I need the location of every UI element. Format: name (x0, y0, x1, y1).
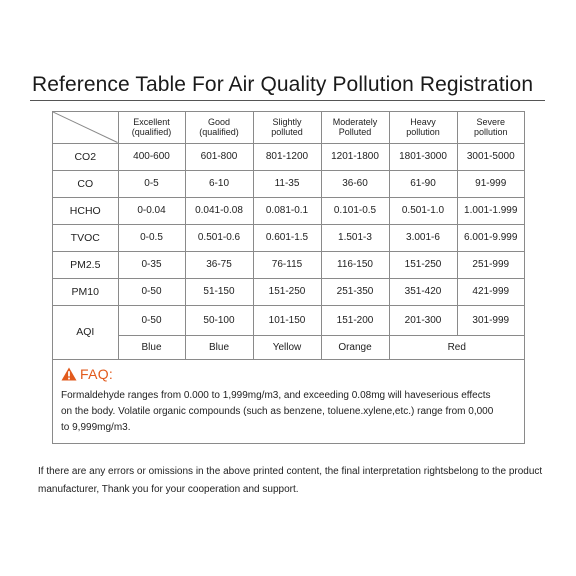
table-cell: 0-0.04 (118, 197, 185, 224)
table-cell: 0.501-1.0 (389, 197, 457, 224)
table-cell: 0.081-0.1 (253, 197, 321, 224)
header-line-1: Slightly (272, 117, 302, 128)
table-cell: 801-1200 (253, 143, 321, 170)
row-label: PM10 (53, 278, 118, 305)
table-row-pm25 (53, 251, 524, 278)
table-row-hcho (53, 197, 524, 224)
table-cell: 0-50 (118, 278, 185, 305)
table-corner-cell (53, 112, 118, 143)
table-cell: 1.001-1.999 (457, 197, 524, 224)
row-label: CO2 (53, 143, 118, 170)
table-cell: 0-5 (118, 170, 185, 197)
header-line-1: Excellent (133, 117, 170, 128)
table-cell: 51-150 (185, 278, 253, 305)
table-cell: 101-150 (253, 305, 321, 335)
header-line-2: Polluted (338, 127, 372, 138)
header-heavy-pollution (389, 112, 457, 143)
color-cell: Blue (118, 335, 185, 359)
disclaimer-text: If there are any errors or omissions in the above printed content, the final interpretation rightsbelong to the product manufacturer, Thank you for your cooperation and support. (38, 466, 543, 495)
diagonal-line-icon (53, 112, 118, 143)
header-severe-pollution (457, 112, 524, 143)
table-row-aqi-range (53, 305, 524, 335)
header-line-1: Moderately (332, 117, 378, 128)
table-cell: 91-999 (457, 170, 524, 197)
row-label: HCHO (53, 197, 118, 224)
header-line-2: pollution (473, 127, 508, 138)
header-line-2: pollution (406, 127, 440, 138)
color-cell: Blue (185, 335, 253, 359)
table-cell: 11-35 (253, 170, 321, 197)
table-cell: 301-999 (457, 305, 524, 335)
table-cell: 0.601-1.5 (253, 224, 321, 251)
table-cell: 1801-3000 (389, 143, 457, 170)
warning-triangle-icon (61, 367, 77, 381)
table-cell: 3.001-6 (389, 224, 457, 251)
table-cell: 36-60 (321, 170, 389, 197)
table-cell: 6.001-9.999 (457, 224, 524, 251)
faq-title: FAQ: (80, 365, 114, 382)
table-cell: 0-35 (118, 251, 185, 278)
table-cell: 400-600 (118, 143, 185, 170)
table-cell: 36-75 (185, 251, 253, 278)
color-cell: Red (389, 335, 524, 359)
faq-heading (61, 366, 516, 382)
table-cell: 0.041-0.08 (185, 197, 253, 224)
table-cell: 1201-1800 (321, 143, 389, 170)
row-label: CO (53, 170, 118, 197)
table-cell: 61-90 (389, 170, 457, 197)
header-moderately-polluted (321, 112, 389, 143)
table-cell: 421-999 (457, 278, 524, 305)
table-row-pm10 (53, 278, 524, 305)
header-line-2: (qualified) (131, 127, 172, 138)
table-row-aqi-color (53, 335, 524, 359)
table-cell: 3001-5000 (457, 143, 524, 170)
page-title: Reference Table For Air Quality Pollution Registration (32, 73, 534, 96)
table-cell: 6-10 (185, 170, 253, 197)
header-line-1: Heavy (410, 117, 436, 128)
table-row-co2 (53, 143, 524, 170)
row-label-aqi: AQI (53, 305, 118, 359)
table-header-row (53, 112, 524, 143)
row-label: TVOC (53, 224, 118, 251)
table-cell: 76-115 (253, 251, 321, 278)
header-excellent (118, 112, 185, 143)
table-cell: 151-200 (321, 305, 389, 335)
table-cell: 0-0.5 (118, 224, 185, 251)
header-line-1: Good (207, 117, 231, 128)
table-cell: 251-350 (321, 278, 389, 305)
table-cell: 601-800 (185, 143, 253, 170)
header-line-1: Severe (476, 117, 506, 128)
table-row-tvoc (53, 224, 524, 251)
title-divider (30, 100, 545, 101)
table-cell: 251-999 (457, 251, 524, 278)
table-cell: 351-420 (389, 278, 457, 305)
table-cell: 151-250 (389, 251, 457, 278)
table-cell: 0.501-0.6 (185, 224, 253, 251)
table-cell: 50-100 (185, 305, 253, 335)
header-line-2: polluted (271, 127, 303, 138)
table-cell: 0-50 (118, 305, 185, 335)
table-cell: 116-150 (321, 251, 389, 278)
faq-section (53, 360, 524, 446)
reference-table (53, 112, 524, 360)
table-cell: 201-300 (389, 305, 457, 335)
table-cell: 1.501-3 (321, 224, 389, 251)
table-row-co (53, 170, 524, 197)
color-cell: Orange (321, 335, 389, 359)
header-line-2: (qualified) (199, 127, 239, 138)
reference-panel (52, 111, 525, 444)
header-slightly-polluted (253, 112, 321, 143)
faq-text: Formaldehyde ranges from 0.000 to 1,999mg/m3, and exceeding 0.08mg will haveserious effects on the body. Volatile organic compounds (such as benzene, toluene.xylene,etc.) range from 0,000 to 9,999mg/m3. (61, 389, 494, 433)
header-good (185, 112, 253, 143)
row-label: PM2.5 (53, 251, 118, 278)
table-cell: 151-250 (253, 278, 321, 305)
color-cell: Yellow (253, 335, 321, 359)
table-cell: 0.101-0.5 (321, 197, 389, 224)
